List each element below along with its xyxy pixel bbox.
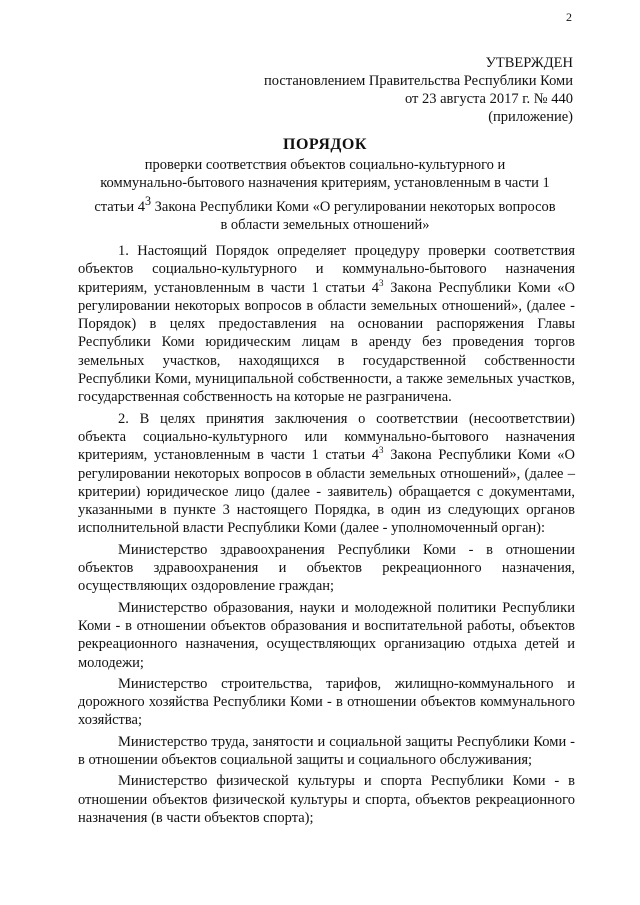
approval-resolution: постановлением Правительства Республики Коми — [264, 73, 573, 89]
ministry-construction: Министерство строительства, тарифов, жилищно-коммунального и дорожного хозяйства Республики Коми - в отношении объектов коммунального хозяйства; — [78, 675, 575, 729]
superscript: 3 — [379, 277, 384, 288]
superscript: 3 — [379, 445, 384, 456]
ministry-health: Министерство здравоохранения Республики Коми - в отношении объектов здравоохранения и объектов рекреационного назначения, осуществляющих оздоровление граждан; — [78, 541, 575, 595]
document-body — [78, 242, 575, 830]
approval-stamp — [264, 54, 573, 126]
approval-heading: УТВЕРЖДЕН — [485, 55, 573, 71]
subtitle-line — [0, 192, 640, 216]
ministry-labor: Министерство труда, занятости и социальной защиты Республики Коми - в отношении объектов социальной защиты и социального обслуживания; — [78, 733, 575, 769]
superscript: 3 — [144, 194, 152, 208]
document-title: ПОРЯДОК — [283, 136, 367, 153]
paragraph-2 — [78, 410, 575, 538]
subtitle-line: проверки соответствия объектов социально-культурного и — [144, 157, 506, 173]
paragraph-text: 1. Настоящий Порядок определяет процедуру проверки соответствия объектов социально-культурного и коммунально-бытового назначения критериям, установленным в части 1 статьи 4 — [78, 243, 575, 296]
paragraph-text: 2. В целях принятия заключения о соответствии (несоответствии) объекта социально-культурного или коммунально-бытового назначения критериям, установленным в части 1 статьи 4 — [78, 410, 575, 464]
ministry-education: Министерство образования, науки и молодежной политики Республики Коми - в отношении объектов образования и воспитательной работы, объектов рекреационного назначения, осуществляющих организацию отдыха детей и молодежи; — [78, 599, 575, 671]
page-number: 2 — [566, 10, 572, 24]
paragraph-text: Закона Республики Коми «О регулировании некоторых вопросов в области земельных отношений», (далее - Порядок) в целях предоставления на основании распоряжения Главы Республики Коми юридическим лицам в аренду без проведения торгов земельных участков, находящихся в государственной собственности Республики Коми, муниципальной собственности, а также земельных участков, государственная собственность на которые не разграничена. — [78, 279, 575, 406]
ministry-sport: Министерство физической культуры и спорта Республики Коми - в отношении объектов физической культуры и спорта, объектов рекреационного назначения (в части объектов спорта); — [78, 773, 575, 826]
approval-attachment: (приложение) — [488, 109, 573, 125]
approval-date-number: от 23 августа 2017 г. № 440 — [404, 91, 573, 107]
document-subtitle — [0, 156, 640, 234]
paragraph-text: Закона Республики Коми «О регулировании некоторых вопросов в области земельных отношений», (далее – критерии) юридическое лицо (далее - заявитель) обращается с документами, указанными в пункте 3 настоящего Порядка, в один из следующих органов исполнительной власти Республики Коми (далее - уполномоченный орган): — [78, 447, 575, 537]
subtitle-text: статьи 4 — [94, 198, 145, 215]
paragraph-1 — [78, 242, 575, 407]
subtitle-line: коммунально-бытового назначения критериям, установленным в части 1 — [100, 175, 550, 191]
subtitle-line: в области земельных отношений» — [220, 216, 430, 233]
subtitle-text: Закона Республики Коми «О регулировании некоторых вопросов — [151, 198, 556, 215]
